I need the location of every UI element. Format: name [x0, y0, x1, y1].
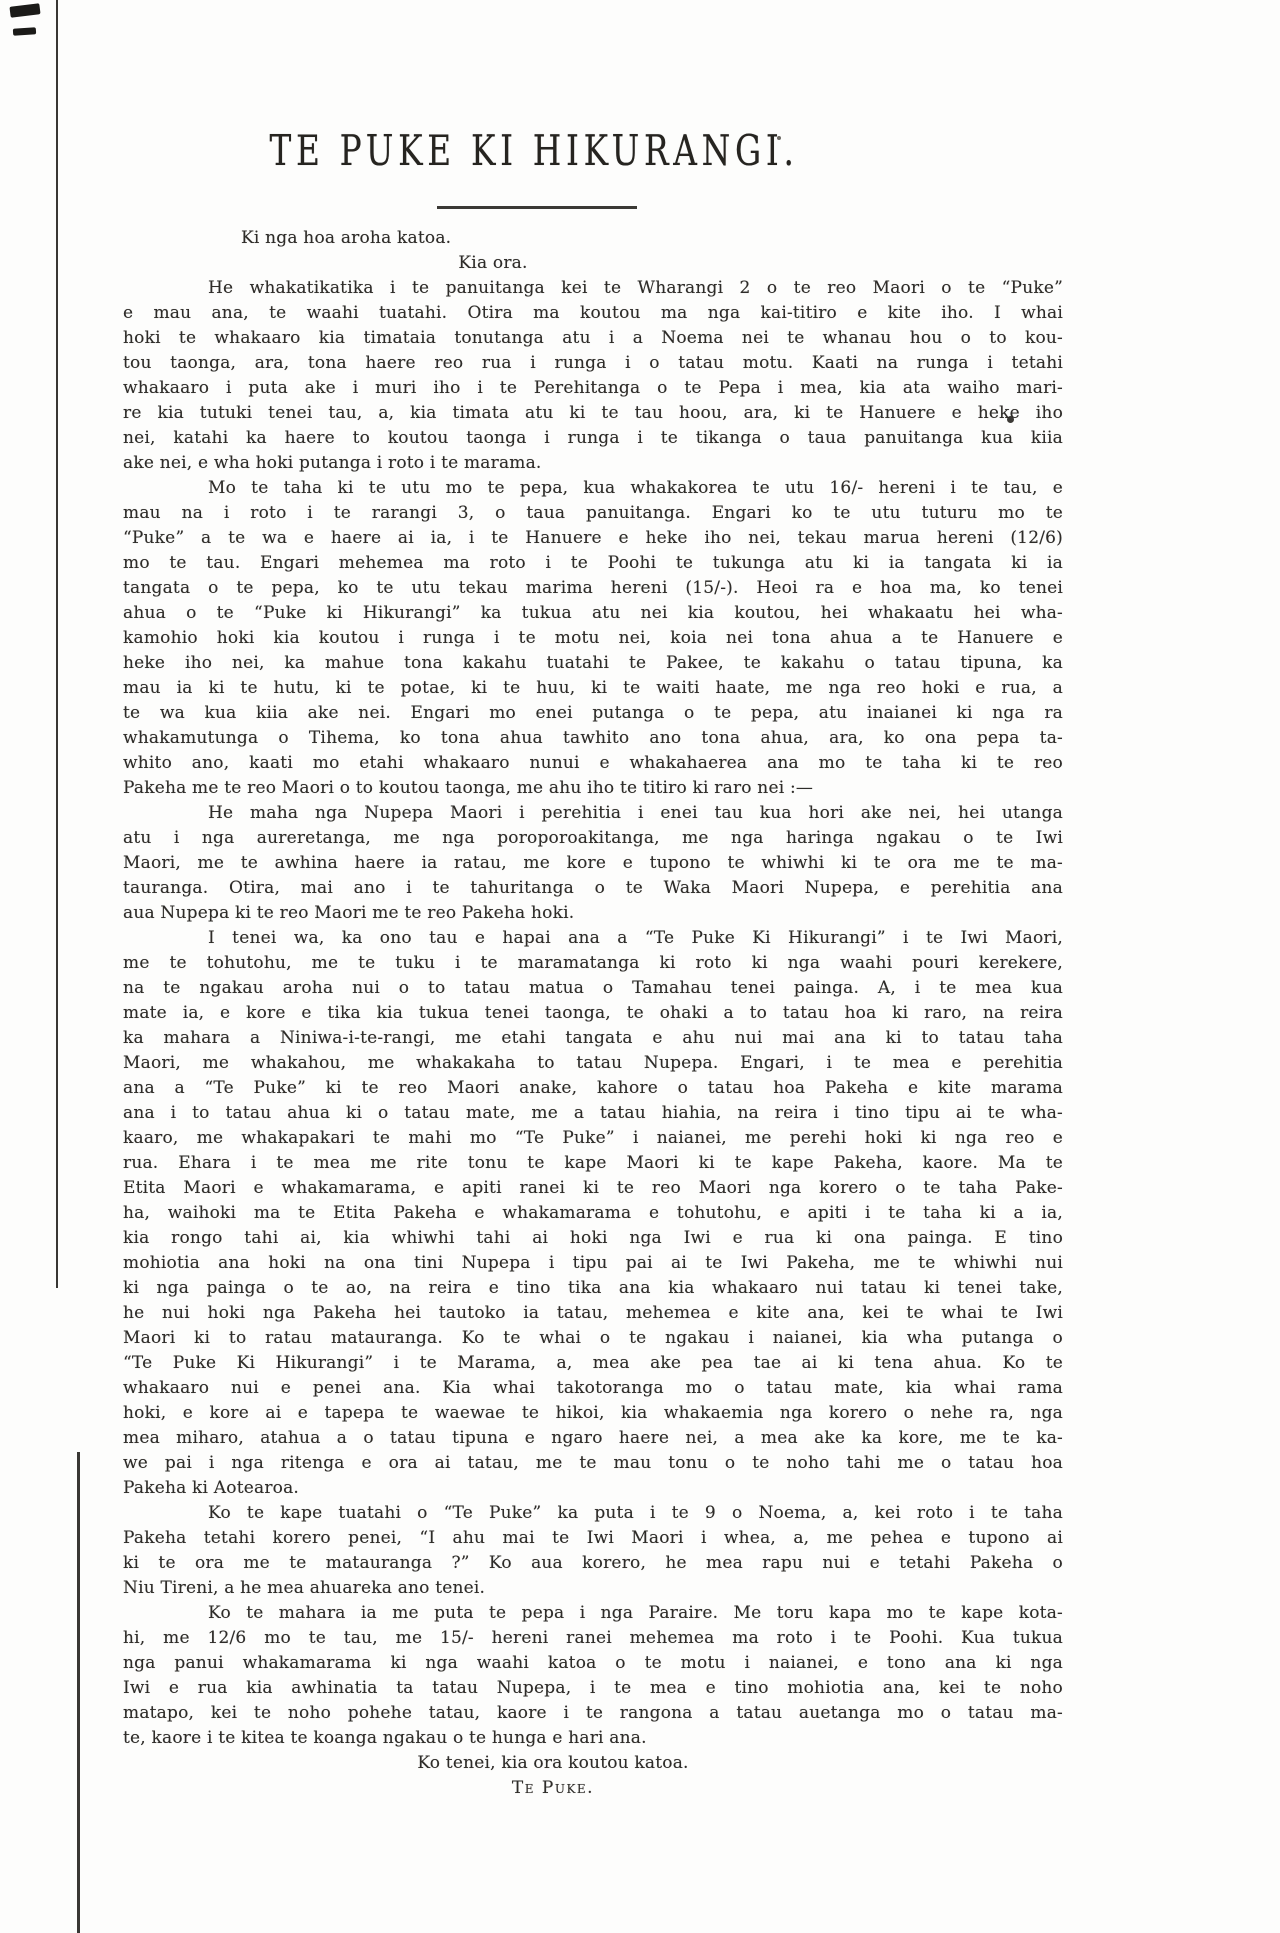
text-line: tangata o te pepa, ko te utu tekau marima hereni (15/-). Heoi ra e hoa ma, ko tenei	[123, 578, 1063, 598]
text-line: te wa kua kiia ake nei. Engari mo enei putanga o te pepa, atu inaianei ki nga ra	[123, 703, 1063, 723]
body-paragraph	[123, 276, 1063, 476]
article-column	[123, 226, 1063, 1801]
text-line: ake nei, e wha hoki putanga i roto i te marama.	[123, 453, 542, 473]
text-line: Pakeha ki Aotearoa.	[123, 1478, 300, 1498]
body-paragraph	[123, 476, 1063, 801]
text-line: whakaaro nui e penei ana. Kia whai takotoranga mo o tatau mate, kia whai rama	[123, 1378, 1063, 1398]
text-line: nga panui whakamarama ki nga waahi katoa o te motu i naianei, e tono ana ki nga	[123, 1653, 1063, 1673]
text-line: heke iho nei, ka mahue tona kakahu tuatahi te Pakee, te kakahu o tatau tipuna, ka	[123, 653, 1063, 673]
scan-margin-line-upper	[56, 0, 58, 1288]
text-line: He maha nga Nupepa Maori i perehitia i enei tau kua hori ake nei, hei utanga	[208, 803, 1063, 823]
text-line: Pakeha tetahi korero penei, “I ahu mai te Iwi Maori i whea, a, me pehea e tupono ai	[123, 1528, 1063, 1548]
text-line: ki nga painga o te ao, na reira e tino tika ana kia whakaaro nui tatau ki tenei take,	[123, 1278, 1063, 1298]
text-line: Iwi e rua kia awhinatia ta tatau Nupepa, i te mea e tino mohiotia ana, kei te noho	[123, 1678, 1063, 1698]
text-line: Niu Tireni, a he mea ahuareka ano tenei.	[123, 1578, 486, 1598]
text-line: “Te Puke Ki Hikurangi” i te Marama, a, mea ake pea tae ai ki tena ahua. Ko te	[123, 1353, 1063, 1373]
text-line: mate ia, e kore e tika kia tukua tenei taonga, te ohaki a to tatau hoa ki raro, na reira	[123, 1003, 1063, 1023]
text-line: tauranga. Otira, mai ano i te tahuritanga o te Waka Maori Nupepa, e perehitia ana	[123, 878, 1063, 898]
text-line: ana a “Te Puke” ki te reo Maori anake, kahore o tatau hoa Pakeha e kite marama	[123, 1078, 1063, 1098]
text-line: Maori ki to ratau matauranga. Ko te whai o te ngakau i naianei, kia wha putanga o	[123, 1328, 1063, 1348]
closing-line: Ko tenei, kia ora koutou katoa.	[417, 1753, 689, 1773]
text-line: ki te ora me te matauranga ?” Ko aua korero, he mea rapu nui e tetahi Pakeha o	[123, 1553, 1063, 1573]
text-line: hoki te whakaaro kia timataia tonutanga atu i a Noema nei te whanau hou o to kou-	[123, 328, 1063, 348]
body-paragraph	[123, 801, 1063, 926]
text-line: mohiotia ana hoki na ona tini Nupepa i tipu pai ai te Iwi Pakeha, me te whiwhi nui	[123, 1253, 1063, 1273]
text-line: te, kaore i te kitea te koanga ngakau o te hunga e hari ana.	[123, 1728, 647, 1748]
text-line: ana i to tatau ahua ki o tatau mate, me a tatau hiahia, na reira i tino tipu ai te wha-	[123, 1103, 1063, 1123]
text-line: matapo, kei te noho pohehe tatau, kaore i te rangona a tatau auetanga mo o tatau ma-	[123, 1703, 1063, 1723]
text-line: Etita Maori e whakamarama, e apiti ranei ki te reo Maori nga korero o te taha Pake-	[123, 1178, 1063, 1198]
masthead	[0, 126, 1068, 175]
text-line: He whakatikatika i te panuitanga kei te Wharangi 2 o te reo Maori o te “Puke”	[208, 278, 1063, 298]
body-paragraph	[123, 1501, 1063, 1601]
greeting-line: Kia ora.	[458, 253, 528, 273]
salutation-line: Ki nga hoa aroha katoa.	[241, 228, 452, 248]
text-line: kamohio hoki kia koutou i runga i te motu nei, koia nei tona ahua a te Hanuere e	[123, 628, 1063, 648]
text-line: ahua o te “Puke ki Hikurangi” ka tukua atu nei kia koutou, hei whakaatu hei wha-	[123, 603, 1063, 623]
text-line: e mau ana, te waahi tuatahi. Otira ma koutou ma nga kai-titiro e kite iho. I whai	[123, 303, 1063, 323]
text-line: me te tohutohu, me te tuku i te maramatanga ki roto ki nga waahi pouri kerekere,	[123, 953, 1063, 973]
text-line: tou taonga, ara, tona haere reo rua i runga i o tatau motu. Kaati na runga i tetahi	[123, 353, 1063, 373]
text-line: atu i nga aureretanga, me nga poroporoakitanga, me nga haringa ngakau o te Iwi	[123, 828, 1063, 848]
scan-artifact-corner-mark	[13, 27, 36, 36]
text-line: mea miharo, atahua a o tatau tipuna e ngaro haere nei, a mea ake ka kore, me te ka-	[123, 1428, 1063, 1448]
text-line: mau na i roto i te rarangi 3, o taua panuitanga. Engari ko te utu tuturu mo te	[123, 503, 1063, 523]
text-line: “Puke” a te wa e haere ai ia, i te Hanuere e heke iho nei, tekau marua hereni (12/6)	[123, 528, 1063, 548]
text-line: kia rongo tahi ai, kia whiwhi tahi ai hoki nga Iwi e rua ki ona painga. E tino	[123, 1228, 1063, 1248]
text-line: whito ano, kaati mo etahi whakaaro nunui e whakahaerea ana mo te taha ki te reo	[123, 753, 1063, 773]
article-body	[123, 276, 1063, 1751]
scan-margin-line-lower	[77, 1452, 80, 1933]
text-line: hi, me 12/6 mo te tau, me 15/- hereni ranei mehemea ma roto i te Poohi. Kua tukua	[123, 1628, 1063, 1648]
text-line: hoki, e kore ai e tapepa te waewae te hikoi, kia whakaemia nga korero o nehe ra, nga	[123, 1403, 1063, 1423]
body-paragraph	[123, 926, 1063, 1501]
text-line: Maori, me whakahou, me whakakaha to tatau Nupepa. Engari, i te mea e perehitia	[123, 1053, 1063, 1073]
text-line: ka mahara a Niniwa-i-te-rangi, me etahi tangata e ahu nui mai ana ki to tatau taha	[123, 1028, 1063, 1048]
signature: Te Puke.	[511, 1778, 595, 1798]
text-line: kaaro, me whakapakari te mahi mo “Te Puke” i naianei, me perehi hoki ki nga reo e	[123, 1128, 1063, 1148]
text-line: he nui hoki nga Pakeha hei tautoko ia tatau, mehemea e kite ana, kei te whai te Iwi	[123, 1303, 1063, 1323]
text-line: nei, katahi ka haere to koutou taonga i runga i te tikanga o taua panuitanga kua kiia	[123, 428, 1063, 448]
text-line: ha, waihoki ma te Etita Pakeha e whakamarama e tohutohu, e apiti i te taha ki a ia,	[123, 1203, 1063, 1223]
text-line: we pai i nga ritenga e ora ai tatau, me te mau tonu o te noho tahi me o tatau hoa	[123, 1453, 1063, 1473]
text-line: mo te tau. Engari mehemea ma roto i te Poohi te tukunga atu ki ia tangata ki ia	[123, 553, 1063, 573]
text-line: mau ia ki te hutu, ki te potae, ki te huu, ki te waiti haate, me nga reo hoki e rua, a	[123, 678, 1063, 698]
text-line: na te ngakau aroha nui o to tatau matua o Tamahau tenei painga. A, i te mea kua	[123, 978, 1063, 998]
text-line: Maori, me te awhina haere ia ratau, me kore e tupono te whiwhi ki te ora me te ma-	[123, 853, 1063, 873]
text-line: Ko te kape tuatahi o “Te Puke” ka puta i te 9 o Noema, a, kei roto i te taha	[208, 1503, 1063, 1523]
text-line: Mo te taha ki te utu mo te pepa, kua whakakorea te utu 16/- hereni i te tau, e	[208, 478, 1063, 498]
text-line: aua Nupepa ki te reo Maori me te reo Pakeha hoki.	[123, 903, 575, 923]
text-line: Ko te mahara ia me puta te pepa i nga Paraire. Me toru kapa mo te kape kota-	[208, 1603, 1063, 1623]
page-title: TE PUKE KI HIKURANGI.	[269, 126, 799, 175]
scan-artifact-corner-mark	[9, 3, 40, 18]
text-line: re kia tutuki tenei tau, a, kia timata atu ki te tau hoou, ara, ki te Hanuere e heke iho	[123, 403, 1063, 423]
text-line: I tenei wa, ka ono tau e hapai ana a “Te Puke Ki Hikurangi” i te Iwi Maori,	[208, 928, 1063, 948]
text-line: rua. Ehara i te mea me rite tonu te kape Maori ki te kape Pakeha, kaore. Ma te	[123, 1153, 1063, 1173]
body-paragraph	[123, 1601, 1063, 1751]
text-line: whakaaro i puta ake i muri iho i te Perehitanga o te Pepa i mea, kia ata waiho mari-	[123, 378, 1063, 398]
text-line: Pakeha me te reo Maori o to koutou taonga, me ahu iho te titiro ki raro nei :—	[123, 778, 814, 798]
text-line: whakamutunga o Tihema, ko tona ahua tawhito ano tona ahua, ara, ko ona pepa ta-	[123, 728, 1063, 748]
title-rule	[437, 206, 637, 209]
